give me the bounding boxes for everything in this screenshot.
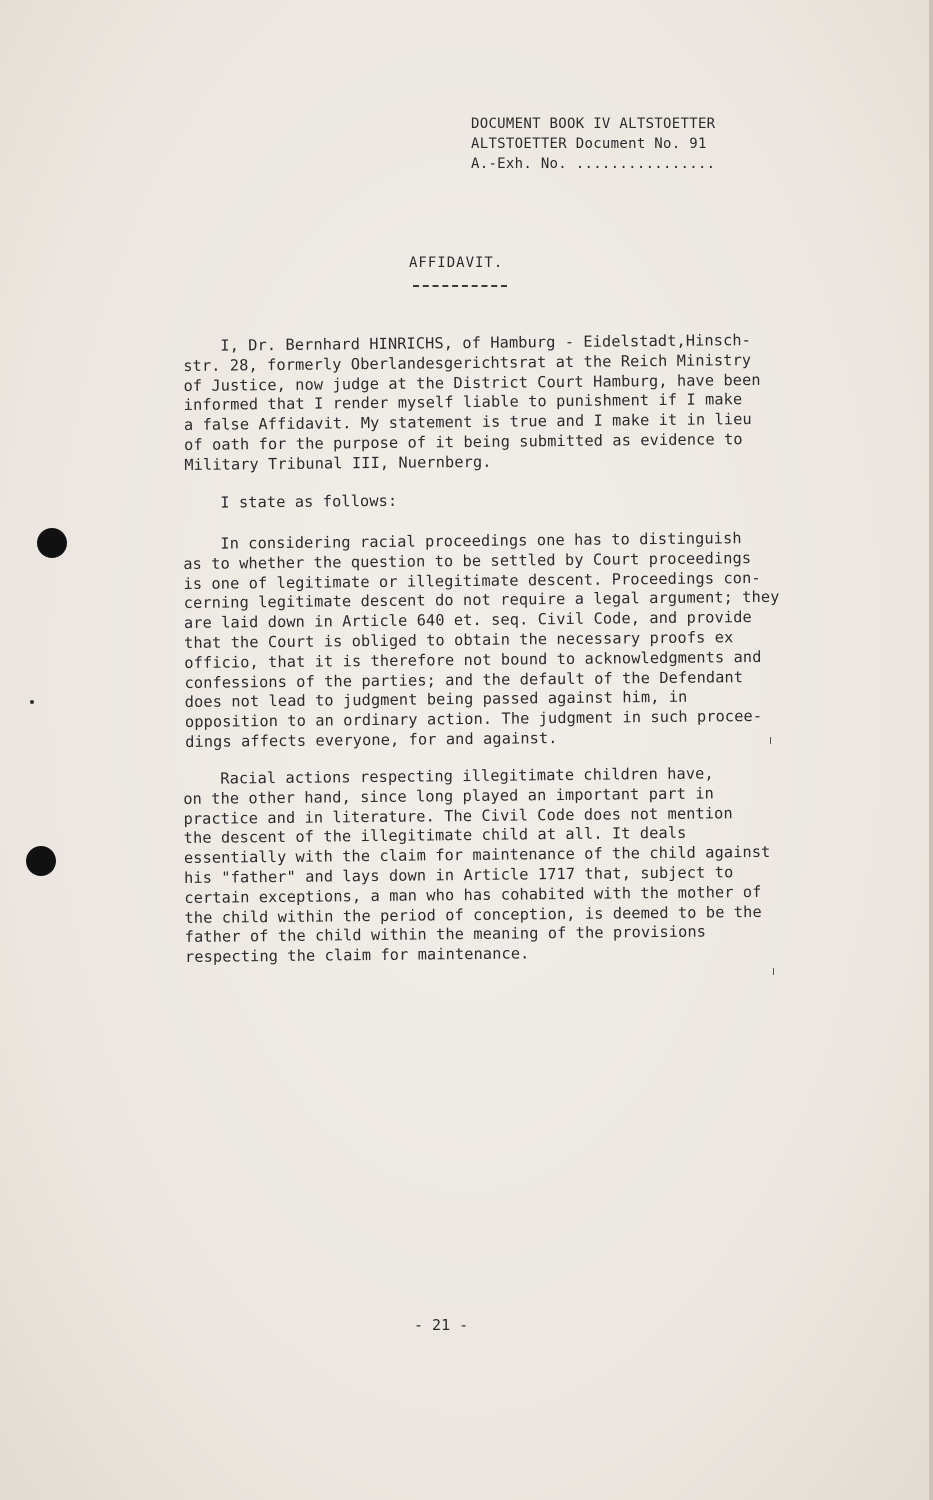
text-line: practice and in literature. The Civil Code does not mention	[183, 803, 733, 828]
header-document-book: DOCUMENT BOOK IV ALTSTOETTER	[471, 116, 716, 132]
text-line: does not lead to judgment being passed against him, in	[184, 688, 688, 712]
text-line: certain exceptions, a man who has cohabited with the mother of	[184, 882, 762, 907]
text-line: that the Court is obliged to obtain the necessary proofs ex	[184, 628, 734, 652]
text-line: str. 28, formerly Oberlandesgerichtsrat at the Reich Ministry	[183, 350, 752, 375]
paragraph-declaration	[183, 331, 804, 476]
text-line: are laid down in Article 640 et. seq. Civil Code, and provide	[183, 608, 752, 633]
text-line: I, Dr. Bernhard HINRICHS, of Hamburg - Eidelstadt,Hinsch-	[183, 331, 752, 355]
text-line: Racial actions respecting illegitimate children have,	[183, 764, 714, 788]
text-line: opposition to an ordinary action. The judgment in such procee-	[184, 707, 763, 732]
text-line: is one of legitimate or illegitimate descent. Proceedings con-	[183, 568, 761, 593]
text-line: I state as follows:	[183, 491, 398, 512]
header-document-number: ALTSTOETTER Document No. 91	[471, 136, 707, 152]
text-line: of Justice, now judge at the District Court Hamburg, have been	[183, 370, 761, 395]
text-line: father of the child within the meaning of the provisions	[184, 922, 707, 947]
text-line: officio, that it is therefore not bound to acknowledgments and	[184, 647, 762, 672]
text-line: his "father" and lays down in Article 1717 that, subject to	[184, 863, 734, 887]
page-edge	[929, 0, 933, 1500]
page-number: - 21 -	[414, 1316, 469, 1334]
document-header	[471, 114, 715, 174]
punch-hole-lower	[26, 846, 56, 876]
text-line: on the other hand, since long played an important part in	[183, 784, 715, 808]
paragraph-illegitimate-children	[183, 764, 805, 968]
text-line: In considering racial proceedings one has to distinguish	[183, 529, 742, 553]
paragraph-legitimate-descent	[183, 529, 805, 753]
text-line: the child within the period of conception, is deemed to be the	[184, 902, 762, 927]
text-line: as to whether the question to be settled by Court proceedings	[183, 548, 752, 573]
text-line: essentially with the claim for maintenance of the child against	[183, 843, 771, 868]
text-line: respecting the claim for maintenance.	[184, 944, 530, 967]
text-line: confessions of the parties; and the default of the Defendant	[184, 667, 744, 692]
header-exhibit-number: A.-Exh. No. ................	[471, 156, 716, 172]
document-title: AFFIDAVIT.	[409, 255, 504, 271]
text-line: cerning legitimate descent do not require a legal argument; they	[183, 588, 780, 613]
text-line: dings affects everyone, for and against.	[185, 729, 558, 751]
text-line: the descent of the illegitimate child at all. It deals	[183, 824, 687, 848]
text-line: of oath for the purpose of it being submitted as evidence to	[184, 430, 743, 454]
ink-mark	[773, 968, 774, 975]
punch-hole-upper	[37, 528, 67, 558]
title-underline	[413, 285, 507, 287]
paragraph-intro	[183, 488, 803, 514]
ink-speck	[30, 700, 34, 704]
text-line: a false Affidavit. My statement is true and I make it in lieu	[183, 410, 752, 435]
text-line: informed that I render myself liable to punishment if I make	[183, 390, 743, 415]
text-line: Military Tribunal III, Nuernberg.	[184, 452, 492, 474]
